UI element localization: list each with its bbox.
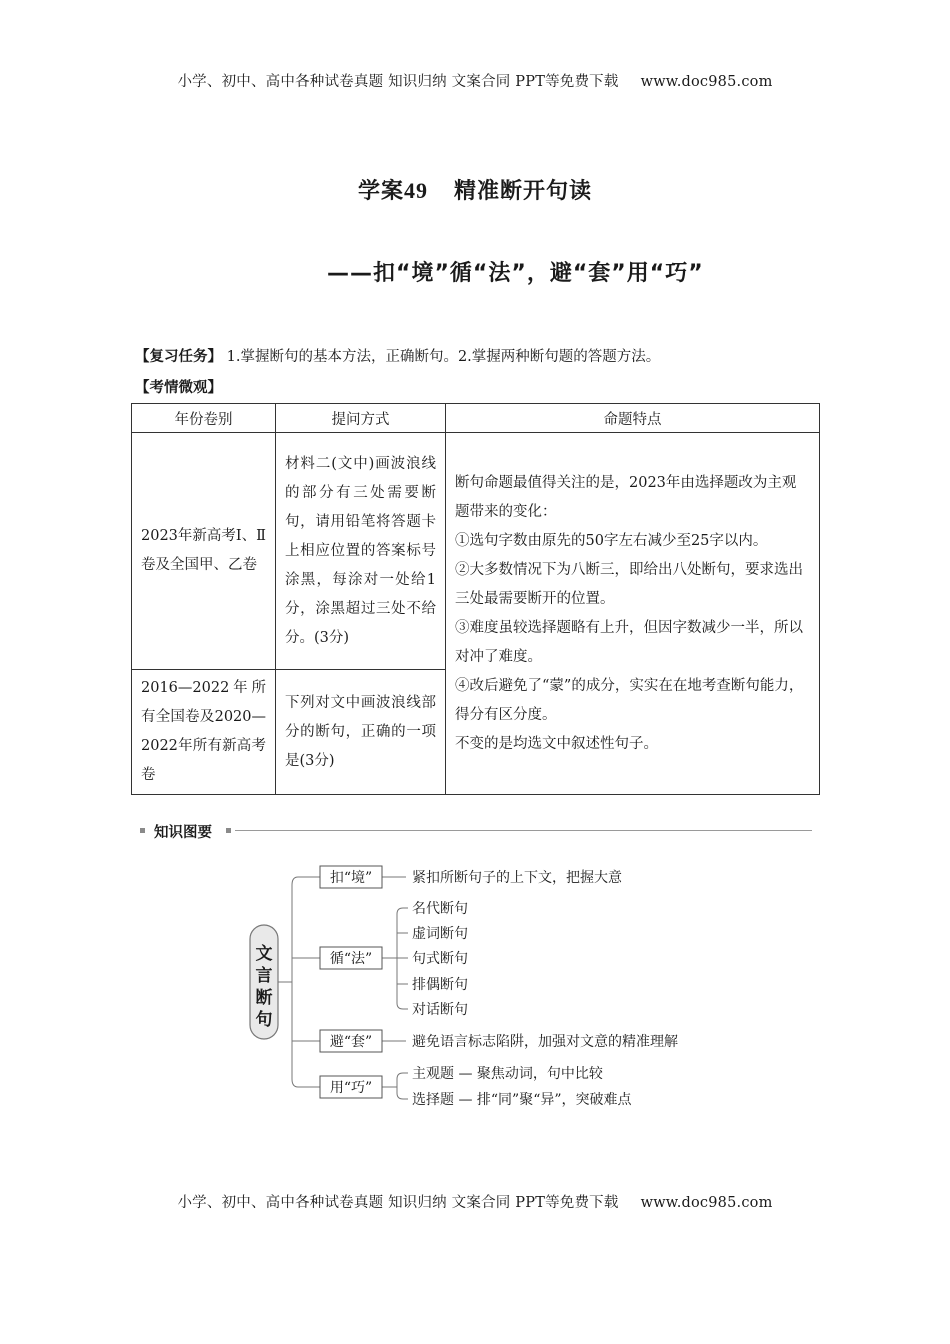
top-banner [0, 70, 950, 91]
banner-url[interactable]: www.doc985.com [640, 74, 773, 90]
leaf-item: 对话断句 [412, 1002, 468, 1018]
table-header-row [132, 404, 820, 433]
feature-line: 断句命题最值得关注的是，2023年由选择题改为主观题带来的变化： [455, 474, 797, 520]
table-header: 命题特点 [446, 404, 820, 433]
review-label: 【复习任务】 [135, 349, 222, 365]
feature-line: 不变的是均选文中叙述性句子。 [455, 735, 658, 752]
leaf-item: 名代断句 [412, 901, 468, 917]
branch-label: 避“套” [329, 1034, 373, 1050]
divider [235, 830, 812, 831]
feature-line: ①选句字数由原先的50字左右减少至25字以内。 [455, 532, 768, 549]
page-title [0, 174, 950, 205]
leaf-item: 选择题 — 排“同”聚“异”，突破难点 [412, 1092, 632, 1108]
branch-label: 用“巧” [329, 1080, 373, 1096]
title-number: 49 [404, 178, 428, 203]
review-text: 1.掌握断句的基本方法，正确断句。2.掌握两种断句题的答题方法。 [226, 349, 661, 365]
leaf-item: 句式断句 [412, 951, 468, 967]
knowledge-map-rule [140, 821, 812, 843]
feature-line: ③难度虽较选择题略有上升，但因字数减少一半，所以对冲了难度。 [455, 619, 803, 665]
bottom-banner [0, 1191, 950, 1212]
mind-map [240, 855, 720, 1120]
leaf-item: 主观题 — 聚焦动词，句中比较 [412, 1066, 603, 1082]
title-main: 精准断开句读 [453, 179, 592, 204]
exam-table [131, 403, 820, 795]
knowledge-map-title: 知识图要 [154, 825, 212, 841]
review-task [135, 345, 660, 366]
banner-url[interactable]: www.doc985.com [640, 1195, 773, 1211]
table-cell-method: 下列对文中画波浪线部分的断句，正确的一项是(3分) [276, 670, 446, 795]
exam-label: 【考情微观】 [135, 380, 222, 396]
table-row [132, 433, 820, 670]
page-subtitle: ——扣“境”循“法”，避“套”用“巧” [327, 261, 704, 286]
root-char: 文 [255, 944, 273, 964]
root-char: 句 [255, 1010, 273, 1030]
banner-text: 小学、初中、高中各种试卷真题 知识归纳 文案合同 PPT等免费下载 [177, 1195, 619, 1211]
feature-line: ②大多数情况下为八断三，即给出八处断句，要求选出三处最需要断开的位置。 [455, 561, 803, 607]
banner-text: 小学、初中、高中各种试卷真题 知识归纳 文案合同 PPT等免费下载 [177, 74, 619, 90]
leaf-item: 虚词断句 [412, 926, 468, 942]
table-cell-year: 2016—2022年所有全国卷及2020—2022年所有新高考卷 [132, 670, 276, 795]
table-header: 年份卷别 [132, 404, 276, 433]
bullet-square-icon [226, 828, 231, 833]
feature-line: ④改后避免了“蒙”的成分，实实在在地考查断句能力，得分有区分度。 [455, 677, 804, 723]
table-cell-method: 材料二(文中)画波浪线的部分有三处需要断句，请用铅笔将答题卡上相应位置的答案标号涂黑，每涂对一处给1分，涂黑超过三处不给分。(3分) [276, 433, 446, 670]
leaf-item: 排偶断句 [412, 977, 468, 993]
connector-line [397, 1073, 403, 1099]
table-cell-features [446, 433, 820, 795]
branch-label: 循“法” [329, 951, 373, 967]
leaf-item: 避免语言标志陷阱，加强对文意的精准理解 [412, 1034, 678, 1050]
root-char: 言 [255, 966, 273, 986]
title-prefix: 学案 [357, 179, 404, 204]
leaf-item: 紧扣所断句子的上下文，把握大意 [412, 870, 622, 886]
table-header: 提问方式 [276, 404, 446, 433]
connector-line [292, 877, 298, 1087]
branch-label: 扣“境” [329, 870, 373, 886]
table-cell-year: 2023年新高考Ⅰ、Ⅱ卷及全国甲、乙卷 [132, 433, 276, 670]
root-char: 断 [255, 988, 273, 1008]
bullet-square-icon [140, 828, 145, 833]
